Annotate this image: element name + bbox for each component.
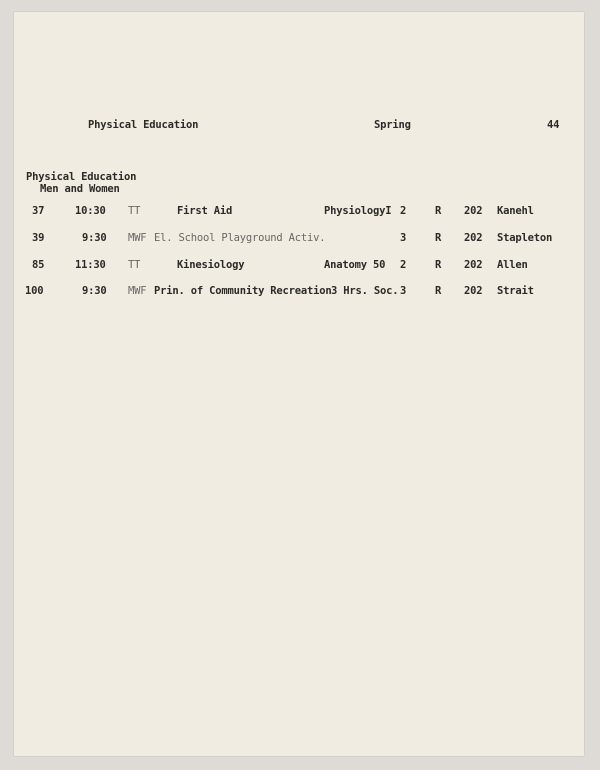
course-row xyxy=(14,260,584,274)
course-credits: 2 xyxy=(400,205,407,217)
section-subtitle: Men and Women xyxy=(40,183,120,195)
course-instructor: Stapleton xyxy=(497,232,553,244)
course-title: First Aid xyxy=(177,205,233,217)
section-title: Physical Education xyxy=(26,171,137,183)
course-room: 202 xyxy=(464,259,483,271)
page-number: 44 xyxy=(547,119,560,131)
course-title: Kinesiology xyxy=(177,259,245,271)
course-code: R xyxy=(435,259,442,271)
course-time: 9:30 xyxy=(82,232,107,244)
course-row xyxy=(14,233,584,247)
course-prerequisite: 3 Hrs. Soc. xyxy=(331,285,399,297)
course-prerequisite: PhysiologyI xyxy=(324,205,392,217)
header-term: Spring xyxy=(374,119,411,131)
course-days: TT xyxy=(128,205,141,217)
course-days: MWF xyxy=(128,232,147,244)
course-room: 202 xyxy=(464,205,483,217)
course-prerequisite: Anatomy 50 xyxy=(324,259,386,271)
course-time: 9:30 xyxy=(82,285,107,297)
course-number: 37 xyxy=(32,205,45,217)
course-code: R xyxy=(435,285,442,297)
course-instructor: Allen xyxy=(497,259,528,271)
course-number: 85 xyxy=(32,259,45,271)
document-page xyxy=(14,12,584,756)
course-title: El. School Playground Activ. xyxy=(154,232,326,244)
course-number: 39 xyxy=(32,232,45,244)
header-department: Physical Education xyxy=(88,119,199,131)
course-row xyxy=(14,206,584,220)
course-credits: 3 xyxy=(400,232,407,244)
course-time: 10:30 xyxy=(75,205,106,217)
course-days: TT xyxy=(128,259,141,271)
course-code: R xyxy=(435,232,442,244)
course-instructor: Kanehl xyxy=(497,205,534,217)
course-title: Prin. of Community Recreation xyxy=(154,285,332,297)
course-instructor: Strait xyxy=(497,285,534,297)
course-room: 202 xyxy=(464,232,483,244)
course-days: MWF xyxy=(128,285,147,297)
course-credits: 2 xyxy=(400,259,407,271)
course-row xyxy=(14,286,584,300)
course-room: 202 xyxy=(464,285,483,297)
course-time: 11:30 xyxy=(75,259,106,271)
course-number: 100 xyxy=(25,285,44,297)
course-code: R xyxy=(435,205,442,217)
course-credits: 3 xyxy=(400,285,407,297)
